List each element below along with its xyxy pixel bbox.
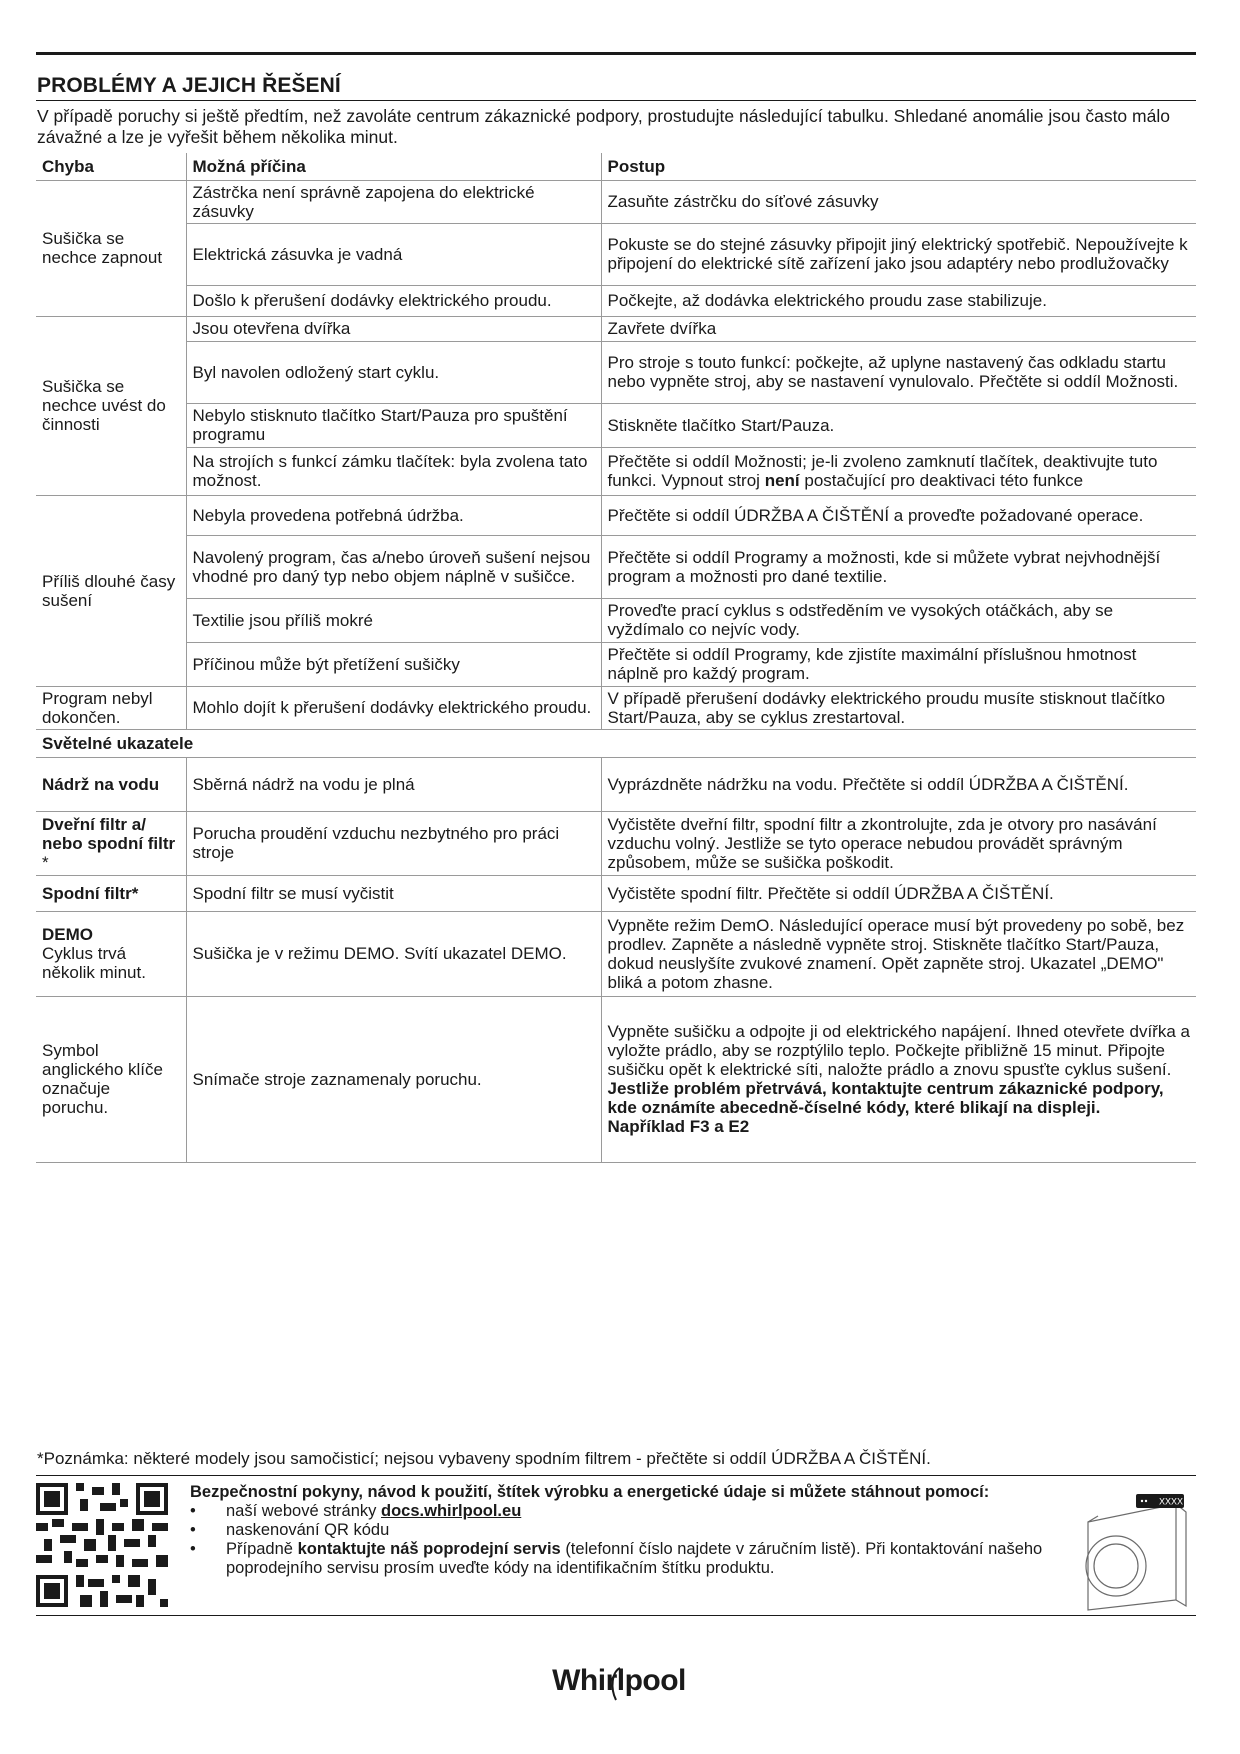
troubleshooting-table [36,153,1196,1163]
fix-cell: Vyčistěte spodní filtr. Přečtěte si oddíl ÚDRŽBA A ČIŠTĚNÍ. [601,876,1196,912]
fix-cell: Vyprázdněte nádržku na vodu. Přečtěte si oddíl ÚDRŽBA A ČIŠTĚNÍ. [601,758,1196,812]
fix-cell [601,997,1196,1163]
section-row [36,730,1196,758]
fault-cell: Program nebyl dokončen. [36,687,186,730]
cause-cell: Elektrická zásuvka je vadná [186,224,601,286]
footnote-rule [36,1475,1196,1476]
list-item [190,1540,1070,1578]
table-row [36,536,1196,599]
cause-cell: Nebyla provedena potřebná údržba. [186,496,601,536]
fix-cell: Pro stroje s touto funkcí: počkejte, až uplyne nastavený čas odkladu startu nebo vypněte stroj, aby se nastavení vynulovalo. Přečtěte si oddíl Možnosti. [601,342,1196,404]
download-info-lead: Bezpečnostní pokyny, návod k použití, štítek výrobku a energetické údaje si můžete stáhnout pomocí: [190,1483,990,1501]
table-row [36,997,1196,1163]
download-info-list [190,1502,1070,1578]
cause-cell: Sušička je v režimu DEMO. Svítí ukazatel DEMO. [186,912,601,997]
website-link[interactable]: docs.whirlpool.eu [381,1502,522,1520]
fault-label: Dveřní filtr a/ nebo spodní filtr [42,814,176,853]
fault-star: * [42,852,49,872]
fix-cell: Zavřete dvířka [601,317,1196,342]
table-row [36,286,1196,317]
header-fault: Chyba [36,153,186,181]
cause-cell: Byl navolen odložený start cyklu. [186,342,601,404]
qr-code-icon [36,1482,168,1608]
fault-cell: Sušička se nechce zapnout [36,181,186,317]
fix-text: postačující pro deaktivaci této funkce [804,471,1084,490]
fault-cell: Nádrž na vodu [36,758,186,812]
table-row [36,643,1196,687]
table-header-row [36,153,1196,181]
table-row [36,342,1196,404]
cause-cell: Snímače stroje zaznamenaly poruchu. [186,997,601,1163]
fix-example: Například F3 a E2 [607,1117,750,1136]
cause-cell: Nebylo stisknuto tlačítko Start/Pauza pro spuštění programu [186,404,601,448]
fault-label: DEMO [42,925,93,944]
fix-cell: V případě přerušení dodávky elektrického proudu musíte stisknout tlačítko Start/Pauza, aby se cyklus zrestartoval. [601,687,1196,730]
cause-cell: Zástrčka není správně zapojena do elektrické zásuvky [186,181,601,224]
section-label: Světelné ukazatele [36,730,1196,758]
fault-cell: Sušička se nechce uvést do činnosti [36,317,186,496]
table-row [36,687,1196,730]
service-emphasis: kontaktujte náš poprodejní servis [297,1540,561,1558]
fault-subtext: Cyklus trvá několik minut. [42,944,146,982]
troubleshooting-table-container [36,153,1196,1163]
fault-cell: Symbol anglického klíče označuje poruchu. [36,997,186,1163]
fix-cell: Zasuňte zástrčku do síťové zásuvky [601,181,1196,224]
cause-cell: Mohlo dojít k přerušení dodávky elektrického proudu. [186,687,601,730]
table-row [36,876,1196,912]
cause-cell: Příčinou může být přetížení sušičky [186,643,601,687]
page-title: PROBLÉMY A JEJICH ŘEŠENÍ [37,74,341,97]
cause-cell: Došlo k přerušení dodávky elektrického proudu. [186,286,601,317]
fix-cell: Stiskněte tlačítko Start/Pauza. [601,404,1196,448]
table-row [36,181,1196,224]
list-item [190,1502,1070,1521]
cause-cell: Sběrná nádrž na vodu je plná [186,758,601,812]
table-row [36,404,1196,448]
cause-cell: Textilie jsou příliš mokré [186,599,601,643]
fault-cell: Příliš dlouhé časy sušení [36,496,186,687]
fix-cell: Proveďte prací cyklus s odstředěním ve vysokých otáčkách, aby se vyždímalo co nejvíc vody. [601,599,1196,643]
title-rule [36,100,1196,101]
fix-cell: Přečtěte si oddíl Programy, kde zjistíte maximální příslušnou hmotnost náplně pro každý program. [601,643,1196,687]
fix-cell: Pokuste se do stejné zásuvky připojit jiný elektrický spotřebič. Nepoužívejte k připojení do elektrické sítě zařízení jako jsou adaptéry nebo prodlužovačky [601,224,1196,286]
fix-emphasis: Jestliže problém přetrvává, kontaktujte centrum zákaznické podpory, kde oznámíte abecedně-číselné kódy, které blikají na displeji. [607,1079,1164,1117]
table-row [36,448,1196,496]
fix-text: Přečtěte si oddíl Možnosti; je-li zvoleno zamknutí tlačítek, deaktivujte tuto funkci. Vypnout stroj [607,452,1158,490]
washer-label-text: XXXX [1158,1496,1184,1507]
fix-emphasis: není [764,471,800,490]
cause-cell: Spodní filtr se musí vyčistit [186,876,601,912]
top-rule [36,52,1196,55]
table-row [36,496,1196,536]
table-row [36,912,1196,997]
list-item: • naskenování QR kódu [190,1521,1070,1540]
list-item-text: naší webové stránky [226,1502,377,1520]
fix-cell [601,448,1196,496]
bottom-rule [36,1615,1196,1616]
table-row [36,224,1196,286]
fix-cell: Přečtěte si oddíl Programy a možnosti, kde si můžete vybrat nejvhodnější program a možnosti pro dané textilie. [601,536,1196,599]
logo-text: Whirlpool [552,1664,686,1697]
table-row [36,812,1196,876]
list-item-text: (telefonní číslo najdete v záručním listě). Při kontaktování našeho poprodejního servisu prosím uveďte kódy na identifikačním štítku produktu. [226,1540,1043,1577]
cause-cell: Jsou otevřena dvířka [186,317,601,342]
table-row [36,317,1196,342]
fault-cell: Spodní filtr* [36,876,186,912]
header-fix: Postup [601,153,1196,181]
intro-paragraph: V případě poruchy si ještě předtím, než zavoláte centrum zákaznické podpory, prostudujte následující tabulku. Shledané anomálie jsou často málo závažné a lze je vyřešit během několika minut. [37,106,1170,147]
header-cause: Možná příčina [186,153,601,181]
whirlpool-logo [548,1658,690,1706]
fix-cell: Vypněte režim DemO. Následující operace musí být provedeny po sobě, bez prodlev. Zapněte a následně vypněte stroj. Stiskněte tlačítko Start/Pauza, dokud neuslyšíte zvukové znamení. Opět zapněte stroj. Ukazatel „DEMO" bliká a potom zhasne. [601,912,1196,997]
fault-cell [36,812,186,876]
fix-cell: Počkejte, až dodávka elektrického proudu zase stabilizuje. [601,286,1196,317]
footnote: *Poznámka: některé modely jsou samočisticí; nejsou vybaveny spodním filtrem - přečtěte si oddíl ÚDRŽBA A ČIŠTĚNÍ. [37,1449,931,1468]
download-info [190,1483,1070,1578]
table-row [36,758,1196,812]
table-row [36,599,1196,643]
fault-cell [36,912,186,997]
cause-cell: Porucha proudění vzduchu nezbytného pro práci stroje [186,812,601,876]
dryer-label-illustration-icon [1058,1482,1190,1612]
cause-cell: Navolený program, čas a/nebo úroveň sušení nejsou vhodné pro daný typ nebo objem náplně v sušičce. [186,536,601,599]
fix-cell: Přečtěte si oddíl ÚDRŽBA A ČIŠTĚNÍ a proveďte požadované operace. [601,496,1196,536]
fix-text: Vypněte sušičku a odpojte ji od elektrického napájení. Ihned otevřete dvířka a vyložte prádlo, aby se rozptýlilo teplo. Počkejte přibližně 15 minut. Připojte sušičku opět k elektrické síti, naložte prádlo a znovu spusťte cyklus sušení. [607,1022,1190,1079]
fix-cell: Vyčistěte dveřní filtr, spodní filtr a zkontrolujte, zda je otvory pro nasávání vzduchu volný. Jestliže se tyto operace nebudou provádět správným způsobem, může se sušička poškodit. [601,812,1196,876]
list-item-text: Případně [226,1540,293,1558]
cause-cell: Na strojích s funkcí zámku tlačítek: byla zvolena tato možnost. [186,448,601,496]
